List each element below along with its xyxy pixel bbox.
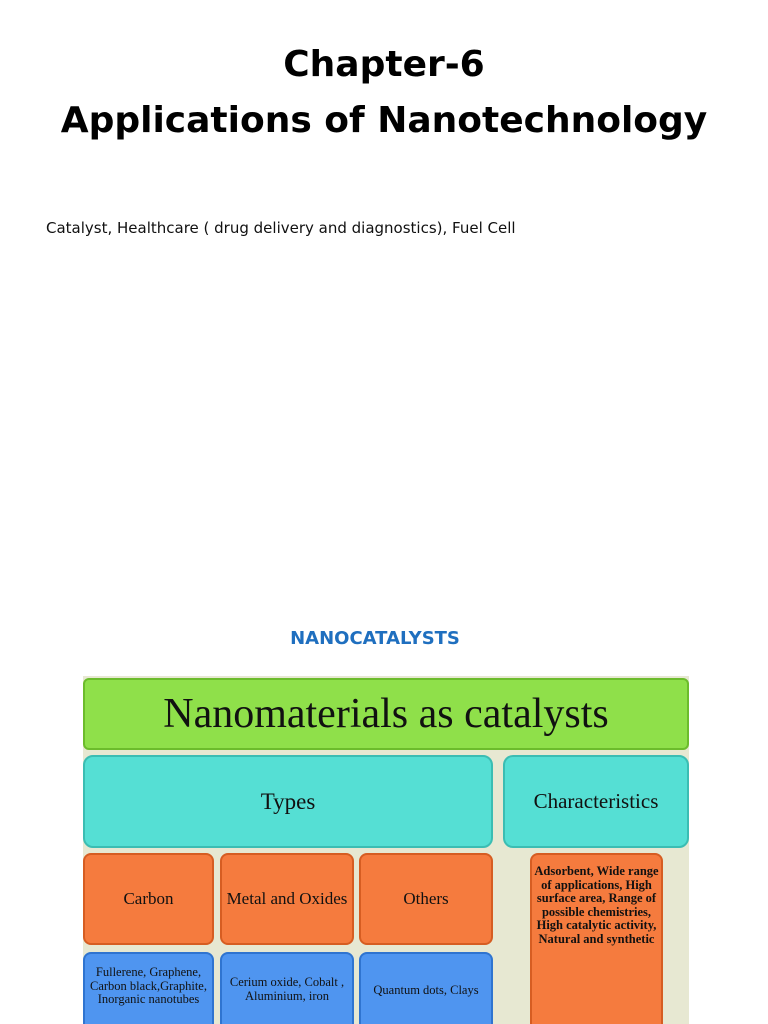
characteristics-detail-box <box>530 853 663 1024</box>
types-label: Types <box>260 788 316 814</box>
chapter-subject-title: Applications of Nanotechnology <box>60 100 708 141</box>
category-label: Carbon <box>123 889 174 908</box>
chapter-title: Chapter-6 <box>283 44 485 85</box>
category-box-carbon <box>83 853 214 945</box>
characteristics-text: Adsorbent, Wide range of applications, High surface area, Range of possible chemistries, High catalytic activity, Natural and synthetic <box>534 864 659 946</box>
example-text: Cerium oxide, Cobalt , Aluminium, iron <box>229 975 345 1003</box>
category-label: Metal and Oxides <box>226 889 348 908</box>
example-box-carbon <box>83 952 214 1024</box>
category-box-others <box>359 853 493 945</box>
diagram-heading-box <box>83 678 689 750</box>
category-box-metal-oxides <box>220 853 354 945</box>
example-box-others <box>359 952 493 1024</box>
category-label: Others <box>403 889 449 908</box>
characteristics-box <box>503 755 689 848</box>
example-text: Quantum dots, Clays <box>373 983 479 997</box>
example-text: Fullerene, Graphene, Carbon black,Graphite, Inorganic nanotubes <box>90 965 207 1006</box>
topics-line: Catalyst, Healthcare ( drug delivery and diagnostics), Fuel Cell <box>46 219 516 237</box>
characteristics-label: Characteristics <box>533 789 659 813</box>
types-box <box>83 755 493 848</box>
nanocatalysts-diagram <box>83 676 689 1024</box>
section-heading: NANOCATALYSTS <box>290 628 460 649</box>
diagram-heading: Nanomaterials as catalysts <box>163 691 609 737</box>
example-box-metal-oxides <box>220 952 354 1024</box>
